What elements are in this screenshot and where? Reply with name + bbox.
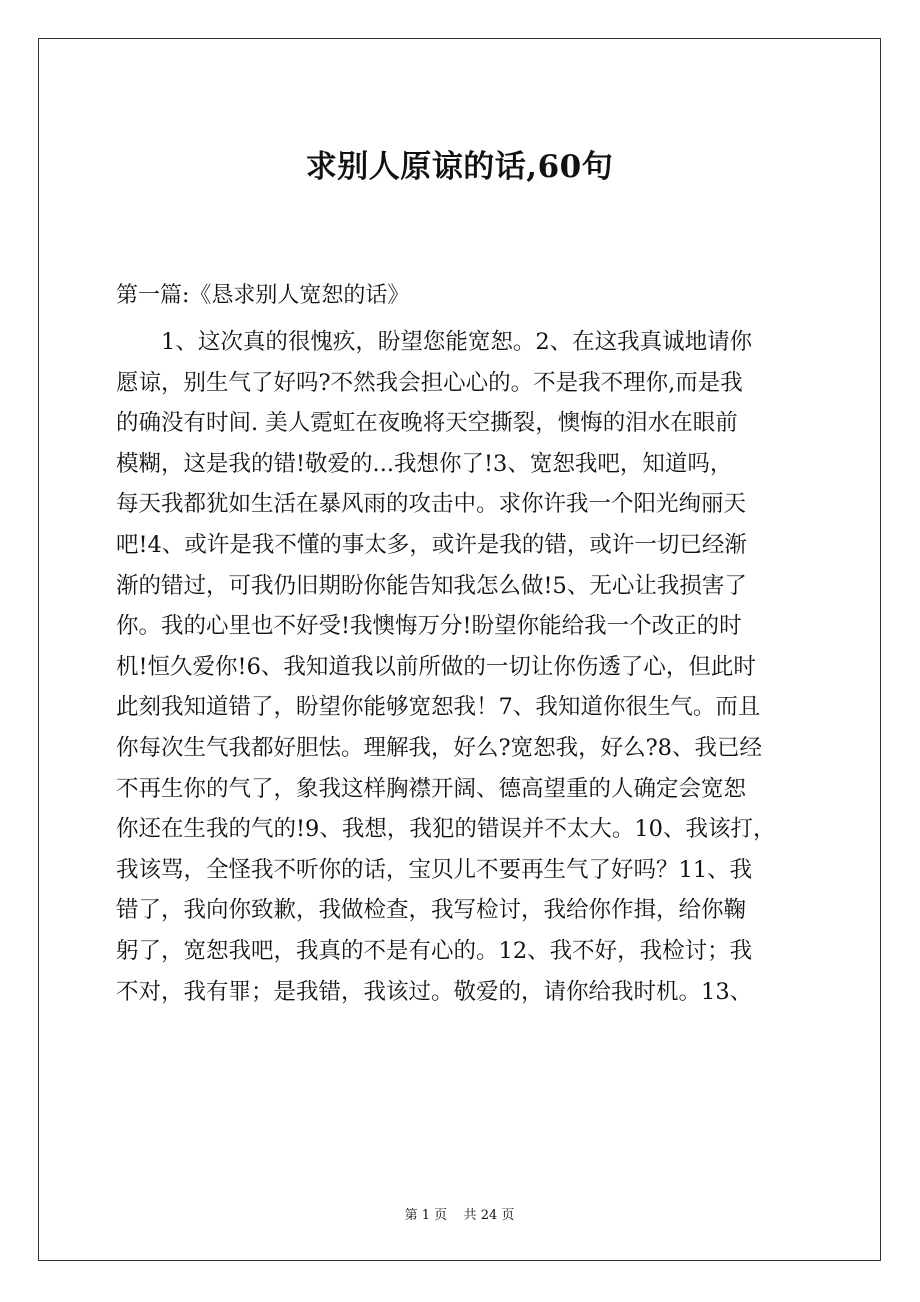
text-line: 愿谅，别生气了好吗?不然我会担心心的。不是我不理你,而是我	[116, 369, 743, 396]
text-line: 每天我都犹如生活在暴风雨的攻击中。求你许我一个阳光绚丽天	[116, 491, 747, 518]
text-line: 你每次生气我都好胆怯。理解我，好么?宽恕我，好么?8、我已经	[116, 734, 762, 761]
text-line: 吧!4、或许是我不懂的事太多，或许是我的错，或许一切已经渐	[116, 531, 747, 558]
text-line: 1、这次真的很愧疚，盼望您能宽恕。2、在这我真诚地请你	[161, 329, 753, 355]
text-line: 我该骂，全怪我不听你的话，宝贝儿不要再生气了好吗？11、我	[116, 856, 753, 883]
text-line: 躬了，宽恕我吧，我真的不是有心的。12、我不好，我检讨；我	[116, 937, 753, 964]
page-number-footer: 第 1 页 共 24 页	[404, 1208, 515, 1223]
body-text	[116, 322, 806, 1012]
text-line: 的确没有时间. 美人霓虹在夜晚将天空撕裂，懊悔的泪水在眼前	[116, 410, 738, 437]
text-line: 你还在生我的气的!9、我想，我犯的错误并不太大。10、我该打，	[116, 816, 776, 843]
text-line: 你。我的心里也不好受!我懊悔万分!盼望你能给我一个改正的时	[116, 613, 742, 640]
text-line: 此刻我知道错了，盼望你能够宽恕我！7、我知道你很生气。而且	[116, 694, 761, 721]
text-line: 渐的错过，可我仍旧期盼你能告知我怎么做!5、无心让我损害了	[116, 572, 747, 599]
text-line: 模糊，这是我的错!敬爱的...我想你了!3、宽恕我吧，知道吗，	[116, 450, 733, 477]
text-line: 机!恒久爱你!6、我知道我以前所做的一切让你伤透了心，但此时	[116, 653, 756, 680]
text-line: 不对，我有罪；是我错，我该过。敬爱的，请你给我时机。13、	[116, 978, 753, 1005]
text-line: 不再生你的气了，象我这样胸襟开阔、德高望重的人确定会宽恕	[116, 775, 747, 802]
section-heading: 第一篇:《恳求别人宽恕的话》	[116, 283, 410, 308]
document-title: 求别人原谅的话,60句	[305, 149, 614, 185]
text-line: 错了，我向你致歉，我做检查，我写检讨，我给你作揖，给你鞠	[116, 897, 747, 924]
